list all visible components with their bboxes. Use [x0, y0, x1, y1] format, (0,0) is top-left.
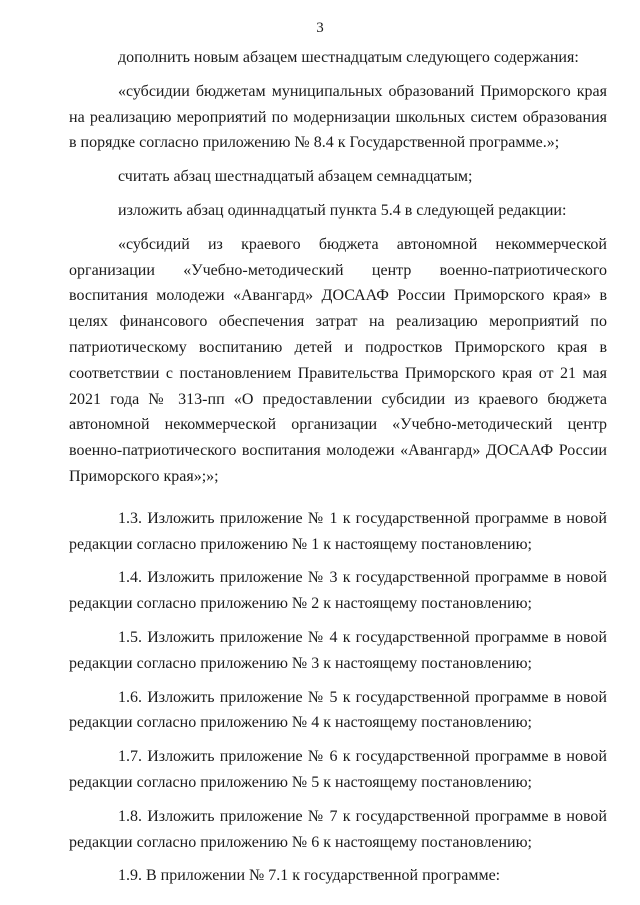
document-body — [69, 45, 607, 889]
paragraph-item-1-8: 1.8. Изложить приложение № 7 к государственной программе в новой редакции согласно приложению № 6 к настоящему постановлению; — [69, 807, 607, 851]
paragraph-avangard-subsidy: «субсидий из краевого бюджета автономной некоммерческой организации «Учебно-методический центр военно-патриотического воспитания молодежи «Авангард» ДОСААФ России Приморского края» в целях финансового обеспечения затрат на реализацию мероприятий по патриотическому воспитанию детей и подростков Приморского края в соответствии с постановлением Правительства Приморского края от 21 мая 2021 года № 313-пп «О предоставлении субсидии из краевого бюджета автономной некоммерческой организации «Учебно-методический центр военно-патриотического воспитания молодежи «Авангард» ДОСААФ России Приморского края»;»; — [69, 235, 607, 485]
paragraph-item-1-4: 1.4. Изложить приложение № 3 к государственной программе в новой редакции согласно приложению № 2 к настоящему постановлению; — [69, 569, 607, 613]
paragraph-add-sixteenth: дополнить новым абзацем шестнадцатым следующего содержания: — [118, 49, 579, 66]
paragraph-item-1-3: 1.3. Изложить приложение № 1 к государственной программе в новой редакции согласно приложению № 1 к настоящему постановлению; — [69, 509, 607, 553]
paragraph-item-1-6: 1.6. Изложить приложение № 5 к государственной программе в новой редакции согласно приложению № 4 к настоящему постановлению; — [69, 688, 607, 732]
page-number: 3 — [316, 20, 324, 36]
paragraph-renumber: считать абзац шестнадцатый абзацем семнадцатым; — [118, 168, 473, 186]
paragraph-item-1-7: 1.7. Изложить приложение № 6 к государственной программе в новой редакции согласно приложению № 5 к настоящему постановлению; — [69, 748, 607, 791]
paragraph-item-1-5: 1.5. Изложить приложение № 4 к государственной программе в новой редакции согласно приложению № 3 к настоящему постановлению; — [69, 628, 607, 672]
paragraph-item-1-9: 1.9. В приложении № 7.1 к государственной программе: — [118, 867, 501, 885]
paragraph-subsidies-schools: «субсидии бюджетам муниципальных образований Приморского края на реализацию мероприятий по модернизации школьных систем образования в порядке согласно приложению № 8.4 к Государственной программе.»; — [69, 82, 607, 152]
paragraph-amend-5-4: изложить абзац одиннадцатый пункта 5.4 в следующей редакции: — [118, 201, 567, 219]
